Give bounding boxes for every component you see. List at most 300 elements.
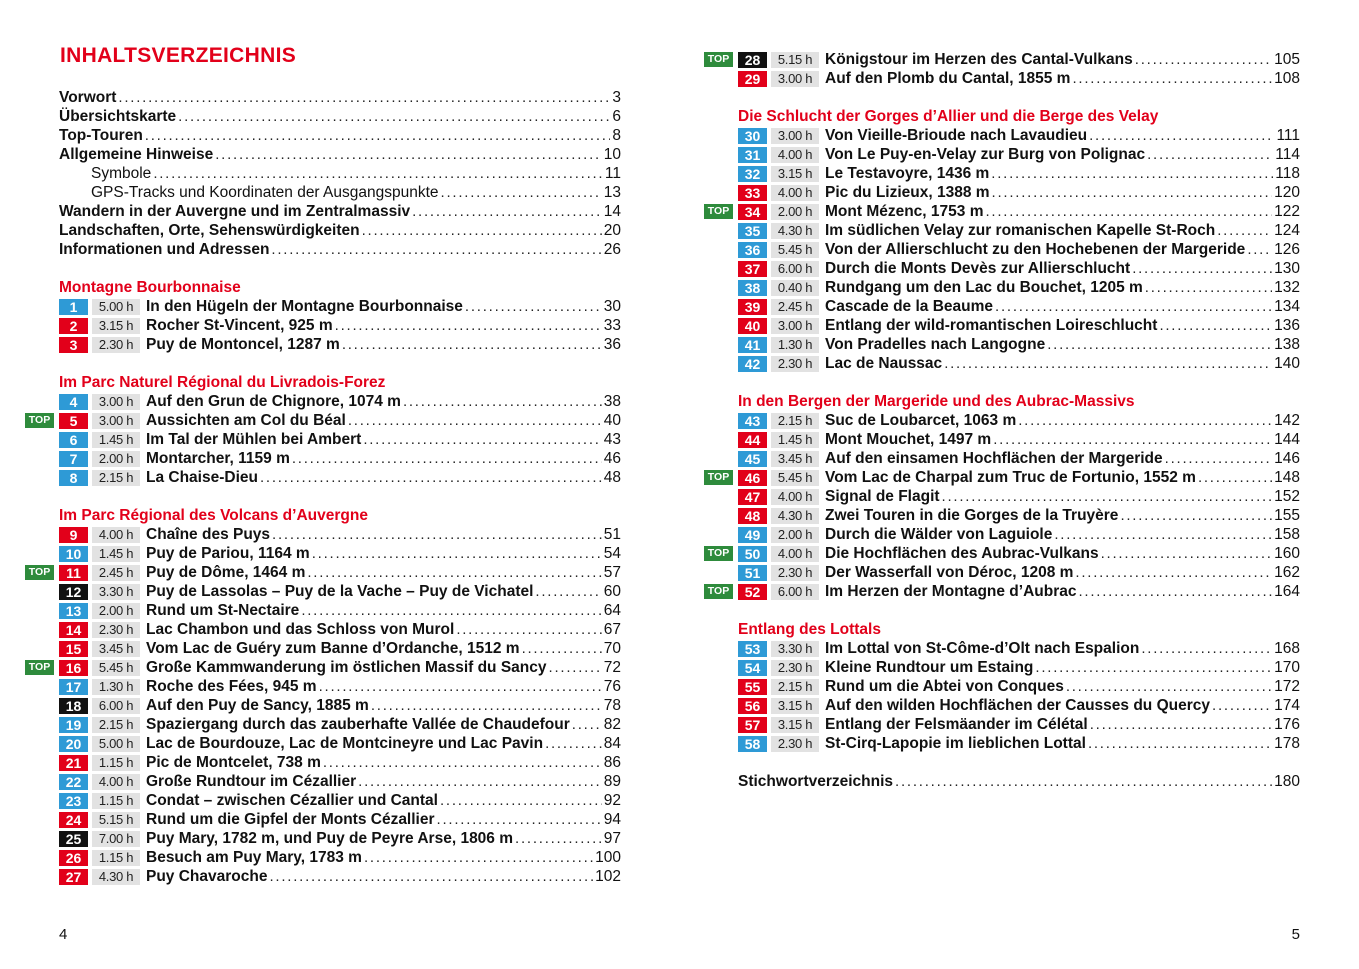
- tour-duration: 2.45 h: [92, 565, 140, 581]
- tour-page: 60: [603, 583, 621, 600]
- toc-entry[interactable]: [59, 183, 621, 202]
- tour-page: 134: [1274, 298, 1300, 315]
- toc-entry[interactable]: [59, 107, 621, 126]
- dot-leader: [307, 563, 601, 582]
- dot-leader: [1018, 411, 1272, 430]
- tour-entry[interactable]: [738, 240, 1300, 259]
- tour-entry[interactable]: [738, 430, 1300, 449]
- tour-entry[interactable]: [59, 449, 621, 468]
- dot-leader: [118, 88, 610, 107]
- tour-duration: 4.00 h: [771, 147, 819, 163]
- tour-entry[interactable]: [59, 297, 621, 316]
- tour-number: 8: [59, 470, 88, 486]
- tour-entry[interactable]: [59, 867, 621, 886]
- tour-entry[interactable]: [738, 563, 1300, 582]
- dot-leader: [272, 525, 602, 544]
- tour-page: 76: [603, 678, 621, 695]
- dot-leader: [271, 240, 601, 259]
- tour-duration: 3.45 h: [92, 641, 140, 657]
- tour-duration: 2.30 h: [771, 660, 819, 676]
- tour-entry[interactable]: [59, 316, 621, 335]
- dot-leader: [269, 867, 593, 886]
- tour-number: 50: [738, 546, 767, 562]
- tour-duration: 3.45 h: [771, 451, 819, 467]
- tour-page: 54: [603, 545, 621, 562]
- tour-title: Königstour im Herzen des Cantal-Vulkans: [825, 51, 1133, 68]
- dot-leader: [1047, 335, 1272, 354]
- tour-entry[interactable]: [738, 639, 1300, 658]
- tour-duration: 1.45 h: [92, 546, 140, 562]
- spacer: [738, 88, 1300, 107]
- right-toc-column: [707, 50, 1300, 791]
- tour-duration: 2.30 h: [92, 337, 140, 353]
- spacer: [59, 259, 621, 278]
- tour-number: 2: [59, 318, 88, 334]
- spacer: [59, 354, 621, 373]
- tour-duration: 2.30 h: [771, 356, 819, 372]
- tour-number: 25: [59, 831, 88, 847]
- dot-leader: [991, 164, 1273, 183]
- tour-number: 56: [738, 698, 767, 714]
- toc-entry[interactable]: [59, 202, 621, 221]
- entry-title: Landschaften, Orte, Sehenswürdigkeiten: [59, 222, 360, 239]
- tour-duration: 2.00 h: [92, 603, 140, 619]
- entry-page: 14: [603, 203, 621, 220]
- tour-duration: 3.00 h: [771, 71, 819, 87]
- entry-title: Übersichtskarte: [59, 108, 177, 125]
- tour-duration: 6.00 h: [771, 584, 819, 600]
- tour-entry[interactable]: [59, 791, 621, 810]
- entry-title: Vorwort: [59, 89, 117, 106]
- dot-leader: [465, 297, 602, 316]
- tour-number: 46: [738, 470, 767, 486]
- tour-number: 36: [738, 242, 767, 258]
- tour-entry[interactable]: [59, 392, 621, 411]
- tour-number: 17: [59, 679, 88, 695]
- tour-number: 26: [59, 850, 88, 866]
- dot-leader: [342, 335, 602, 354]
- tour-title: Mont Mouchet, 1497 m: [825, 431, 992, 448]
- top-tour-badge: TOP: [704, 584, 733, 599]
- tour-duration: 3.30 h: [771, 641, 819, 657]
- tour-entry[interactable]: [707, 544, 1300, 563]
- entry-page: 11: [604, 165, 621, 182]
- dot-leader: [440, 791, 602, 810]
- tour-number: 44: [738, 432, 767, 448]
- tour-duration: 1.30 h: [771, 337, 819, 353]
- tour-page: 64: [603, 602, 621, 619]
- tour-number: 28: [738, 52, 767, 68]
- tour-number: 57: [738, 717, 767, 733]
- dot-leader: [437, 810, 602, 829]
- tour-number: 55: [738, 679, 767, 695]
- tour-title: Von Pradelles nach Langogne: [825, 336, 1046, 353]
- dot-leader: [1035, 658, 1272, 677]
- tour-title: Rund um die Abtei von Conques: [825, 678, 1064, 695]
- tour-entry[interactable]: [738, 658, 1300, 677]
- dot-leader: [993, 430, 1272, 449]
- tour-entry[interactable]: [738, 69, 1300, 88]
- tour-title: Rundgang um den Lac du Bouchet, 1205 m: [825, 279, 1143, 296]
- tour-duration: 5.45 h: [771, 470, 819, 486]
- tour-entry[interactable]: [59, 715, 621, 734]
- tour-duration: 1.15 h: [92, 755, 140, 771]
- tour-page: 176: [1274, 716, 1300, 733]
- dot-leader: [1090, 715, 1272, 734]
- tour-title: Signal de Flagit: [825, 488, 940, 505]
- tour-duration: 3.15 h: [771, 698, 819, 714]
- tour-entry[interactable]: [738, 221, 1300, 240]
- tour-entry[interactable]: [738, 354, 1300, 373]
- dot-leader: [1101, 544, 1273, 563]
- dot-leader: [178, 107, 610, 126]
- toc-entry[interactable]: [59, 164, 621, 183]
- entry-title: Stichwortverzeichnis: [738, 773, 894, 790]
- tour-page: 126: [1274, 241, 1300, 258]
- tour-entry[interactable]: [59, 544, 621, 563]
- tour-entry[interactable]: [738, 126, 1300, 145]
- tour-entry[interactable]: [738, 696, 1300, 715]
- toc-entry[interactable]: [59, 126, 621, 145]
- dot-leader: [145, 126, 611, 145]
- tour-number: 5: [59, 413, 88, 429]
- tour-number: 39: [738, 299, 767, 315]
- tour-entry[interactable]: [738, 715, 1300, 734]
- tour-entry[interactable]: [28, 411, 621, 430]
- tour-number: 16: [59, 660, 88, 676]
- entry-title: Allgemeine Hinweise: [59, 146, 214, 163]
- tour-page: 97: [603, 830, 621, 847]
- tour-number: 35: [738, 223, 767, 239]
- dot-leader: [1132, 259, 1272, 278]
- tour-page: 144: [1274, 431, 1300, 448]
- tour-page: 168: [1274, 640, 1300, 657]
- tour-number: 37: [738, 261, 767, 277]
- tour-entry[interactable]: [59, 848, 621, 867]
- section-heading: Im Parc Régional des Volcans d’Auvergne: [59, 507, 368, 524]
- toc-entry[interactable]: [59, 88, 621, 107]
- dot-leader: [1165, 449, 1272, 468]
- spacer: [738, 601, 1300, 620]
- tour-entry[interactable]: [738, 677, 1300, 696]
- dot-leader: [215, 145, 602, 164]
- tour-title: La Chaise-Dieu: [146, 469, 258, 486]
- tour-entry[interactable]: [707, 50, 1300, 69]
- dot-leader: [362, 221, 602, 240]
- dot-leader: [260, 468, 602, 487]
- tour-page: 57: [603, 564, 621, 581]
- tour-number: 45: [738, 451, 767, 467]
- tour-page: 38: [603, 393, 621, 410]
- tour-entry[interactable]: [738, 278, 1300, 297]
- tour-entry[interactable]: [59, 696, 621, 715]
- tour-duration: 1.30 h: [92, 679, 140, 695]
- tour-duration: 6.00 h: [771, 261, 819, 277]
- entry-page: 13: [603, 184, 621, 201]
- tour-duration: 3.30 h: [92, 584, 140, 600]
- tour-page: 102: [595, 868, 621, 885]
- tour-number: 24: [59, 812, 88, 828]
- tour-duration: 4.00 h: [92, 774, 140, 790]
- dot-leader: [348, 411, 602, 430]
- tour-number: 34: [738, 204, 767, 220]
- tour-number: 11: [59, 565, 88, 581]
- tour-title: Puy de Lassolas – Puy de la Vache – Puy de Vichatel: [146, 583, 534, 600]
- tour-duration: 1.45 h: [771, 432, 819, 448]
- tour-duration: 0.40 h: [771, 280, 819, 296]
- tour-page: 111: [1276, 127, 1300, 144]
- tour-duration: 5.45 h: [771, 242, 819, 258]
- tour-number: 30: [738, 128, 767, 144]
- dot-leader: [323, 753, 602, 772]
- tour-number: 19: [59, 717, 88, 733]
- toc-entry[interactable]: [738, 772, 1300, 791]
- dot-leader: [1145, 278, 1272, 297]
- tour-number: 48: [738, 508, 767, 524]
- tour-entry[interactable]: [738, 525, 1300, 544]
- tour-duration: 3.15 h: [771, 166, 819, 182]
- tour-entry[interactable]: [738, 164, 1300, 183]
- tour-entry[interactable]: [59, 335, 621, 354]
- tour-duration: 2.00 h: [771, 527, 819, 543]
- tour-duration: 3.00 h: [771, 318, 819, 334]
- tour-entry[interactable]: [59, 677, 621, 696]
- tour-number: 43: [738, 413, 767, 429]
- tour-number: 52: [738, 584, 767, 600]
- tour-entry[interactable]: [738, 487, 1300, 506]
- tour-entry[interactable]: [28, 658, 621, 677]
- dot-leader: [371, 696, 602, 715]
- tour-title: Auf den einsamen Hochflächen der Margeride: [825, 450, 1163, 467]
- tour-number: 3: [59, 337, 88, 353]
- tour-entry[interactable]: [738, 335, 1300, 354]
- page-number-left: 4: [59, 926, 68, 943]
- tour-title: Der Wasserfall von Déroc, 1208 m: [825, 564, 1074, 581]
- tour-number: 40: [738, 318, 767, 334]
- tour-entry[interactable]: [59, 772, 621, 791]
- top-tour-badge: TOP: [704, 52, 733, 67]
- tour-duration: 2.15 h: [92, 470, 140, 486]
- dot-leader: [545, 734, 602, 753]
- tour-number: 15: [59, 641, 88, 657]
- tour-entry[interactable]: [707, 202, 1300, 221]
- tour-page: 142: [1274, 412, 1300, 429]
- tour-page: 92: [603, 792, 621, 809]
- dot-leader: [1088, 734, 1272, 753]
- tour-number: 22: [59, 774, 88, 790]
- tour-entry[interactable]: [738, 316, 1300, 335]
- tour-entry[interactable]: [59, 601, 621, 620]
- tour-page: 162: [1274, 564, 1300, 581]
- tour-duration: 5.45 h: [92, 660, 140, 676]
- toc-entry[interactable]: [59, 240, 621, 259]
- tour-entry[interactable]: [738, 145, 1300, 164]
- dot-leader: [292, 449, 602, 468]
- tour-entry[interactable]: [738, 449, 1300, 468]
- tour-title: Rocher St-Vincent, 925 m: [146, 317, 333, 334]
- tour-title: Auf den wilden Hochflächen der Causses du Quercy: [825, 697, 1211, 714]
- tour-entry[interactable]: [59, 582, 621, 601]
- dot-leader: [153, 164, 603, 183]
- tour-title: Von Le Puy-en-Velay zur Burg von Polignac: [825, 146, 1146, 163]
- tour-page: 136: [1274, 317, 1300, 334]
- tour-title: Puy Chavaroche: [146, 868, 268, 885]
- spacer: [738, 753, 1300, 772]
- tour-title: Entlang der wild-romantischen Loireschlucht: [825, 317, 1158, 334]
- dot-leader: [1072, 69, 1272, 88]
- tour-duration: 2.15 h: [92, 717, 140, 733]
- tour-title: Im Tal der Mühlen bei Ambert: [146, 431, 362, 448]
- tour-title: Lac Chambon und das Schloss von Murol: [146, 621, 455, 638]
- tour-page: 152: [1274, 488, 1300, 505]
- dot-leader: [1141, 639, 1272, 658]
- tour-page: 70: [603, 640, 621, 657]
- tour-page: 46: [603, 450, 621, 467]
- tour-entry[interactable]: [707, 582, 1300, 601]
- tour-number: 12: [59, 584, 88, 600]
- toc-entry[interactable]: [59, 145, 621, 164]
- section-heading: Im Parc Naturel Régional du Livradois-Forez: [59, 374, 386, 391]
- entry-page: 26: [603, 241, 621, 258]
- tour-title: Große Rundtour im Cézallier: [146, 773, 357, 790]
- tour-duration: 1.15 h: [92, 850, 140, 866]
- tour-title: Vom Lac de Guéry zum Banne d’Ordanche, 1512 m: [146, 640, 520, 657]
- tour-page: 100: [595, 849, 621, 866]
- dot-leader: [412, 202, 602, 221]
- tour-entry[interactable]: [59, 430, 621, 449]
- tour-page: 43: [603, 431, 621, 448]
- dot-leader: [986, 202, 1273, 221]
- tour-number: 18: [59, 698, 88, 714]
- tour-title: Cascade de la Beaume: [825, 298, 994, 315]
- tour-entry[interactable]: [738, 506, 1300, 525]
- tour-entry[interactable]: [59, 620, 621, 639]
- section-heading: Montagne Bourbonnaise: [59, 279, 241, 296]
- tour-number: 14: [59, 622, 88, 638]
- tour-title: Entlang der Felsmäander im Célétal: [825, 716, 1088, 733]
- left-toc-column: [28, 88, 621, 886]
- tour-title: Puy de Pariou, 1164 m: [146, 545, 310, 562]
- tour-page: 40: [603, 412, 621, 429]
- tour-number: 51: [738, 565, 767, 581]
- dot-leader: [301, 601, 601, 620]
- top-tour-badge: TOP: [25, 413, 54, 428]
- tour-duration: 5.15 h: [92, 812, 140, 828]
- top-tour-badge: TOP: [25, 565, 54, 580]
- spacer: [59, 487, 621, 506]
- dot-leader: [995, 297, 1272, 316]
- dot-leader: [535, 582, 601, 601]
- tour-number: 42: [738, 356, 767, 372]
- tour-page: 118: [1275, 165, 1300, 182]
- dot-leader: [1054, 525, 1272, 544]
- tour-entry[interactable]: [59, 734, 621, 753]
- tour-number: 13: [59, 603, 88, 619]
- tour-duration: 3.15 h: [92, 318, 140, 334]
- tour-number: 41: [738, 337, 767, 353]
- tour-entry[interactable]: [59, 525, 621, 544]
- entry-title: GPS-Tracks und Koordinaten der Ausgangspunkte: [91, 184, 439, 201]
- tour-duration: 2.15 h: [771, 679, 819, 695]
- tour-duration: 2.30 h: [92, 622, 140, 638]
- tour-page: 170: [1274, 659, 1300, 676]
- dot-leader: [992, 183, 1273, 202]
- tour-duration: 4.30 h: [771, 223, 819, 239]
- dot-leader: [441, 183, 602, 202]
- tour-duration: 4.00 h: [771, 489, 819, 505]
- toc-entry[interactable]: [59, 221, 621, 240]
- tour-title: Besuch am Puy Mary, 1783 m: [146, 849, 362, 866]
- tour-duration: 4.30 h: [92, 869, 140, 885]
- tour-page: 164: [1274, 583, 1300, 600]
- tour-entry[interactable]: [59, 753, 621, 772]
- tour-duration: 3.00 h: [771, 128, 819, 144]
- tour-page: 86: [603, 754, 621, 771]
- tour-page: 120: [1274, 184, 1300, 201]
- dot-leader: [1159, 316, 1272, 335]
- tour-entry[interactable]: [59, 468, 621, 487]
- tour-title: Pic de Montcelet, 738 m: [146, 754, 321, 771]
- tour-duration: 3.15 h: [771, 717, 819, 733]
- dot-leader: [363, 430, 601, 449]
- tour-page: 30: [603, 298, 621, 315]
- top-tour-badge: TOP: [704, 470, 733, 485]
- entry-page: 6: [612, 108, 621, 125]
- tour-page: 108: [1274, 70, 1300, 87]
- tour-title: Pic du Lizieux, 1388 m: [825, 184, 990, 201]
- tour-entry[interactable]: [59, 810, 621, 829]
- tour-duration: 1.15 h: [92, 793, 140, 809]
- entry-page: 10: [603, 146, 621, 163]
- tour-duration: 1.45 h: [92, 432, 140, 448]
- tour-duration: 4.30 h: [771, 508, 819, 524]
- tour-title: Durch die Wälder von Laguiole: [825, 526, 1053, 543]
- tour-duration: 4.00 h: [771, 185, 819, 201]
- tour-entry[interactable]: [738, 734, 1300, 753]
- tour-entry[interactable]: [59, 829, 621, 848]
- tour-entry[interactable]: [28, 563, 621, 582]
- tour-duration: 4.00 h: [771, 546, 819, 562]
- tour-entry[interactable]: [738, 259, 1300, 278]
- tour-title: In den Hügeln der Montagne Bourbonnaise: [146, 298, 463, 315]
- tour-number: 38: [738, 280, 767, 296]
- tour-page: 148: [1274, 469, 1300, 486]
- tour-entry[interactable]: [738, 411, 1300, 430]
- tour-entry[interactable]: [707, 468, 1300, 487]
- tour-entry[interactable]: [738, 297, 1300, 316]
- tour-page: 82: [603, 716, 621, 733]
- tour-entry[interactable]: [59, 639, 621, 658]
- spacer: [738, 373, 1300, 392]
- section-heading: In den Bergen der Margeride und des Aubrac-Massivs: [738, 393, 1135, 410]
- dot-leader: [456, 620, 601, 639]
- entry-page: 3: [612, 89, 621, 106]
- tour-number: 1: [59, 299, 88, 315]
- tour-number: 29: [738, 71, 767, 87]
- entry-title: Wandern in der Auvergne und im Zentralmassiv: [59, 203, 411, 220]
- tour-title: Suc de Loubarcet, 1063 m: [825, 412, 1017, 429]
- tour-duration: 5.00 h: [92, 736, 140, 752]
- tour-entry[interactable]: [738, 183, 1300, 202]
- dot-leader: [364, 848, 593, 867]
- tour-title: Mont Mézenc, 1753 m: [825, 203, 984, 220]
- tour-title: Auf den Puy de Sancy, 1885 m: [146, 697, 369, 714]
- tour-number: 23: [59, 793, 88, 809]
- tour-number: 58: [738, 736, 767, 752]
- tour-number: 47: [738, 489, 767, 505]
- dot-leader: [1212, 696, 1272, 715]
- tour-number: 31: [738, 147, 767, 163]
